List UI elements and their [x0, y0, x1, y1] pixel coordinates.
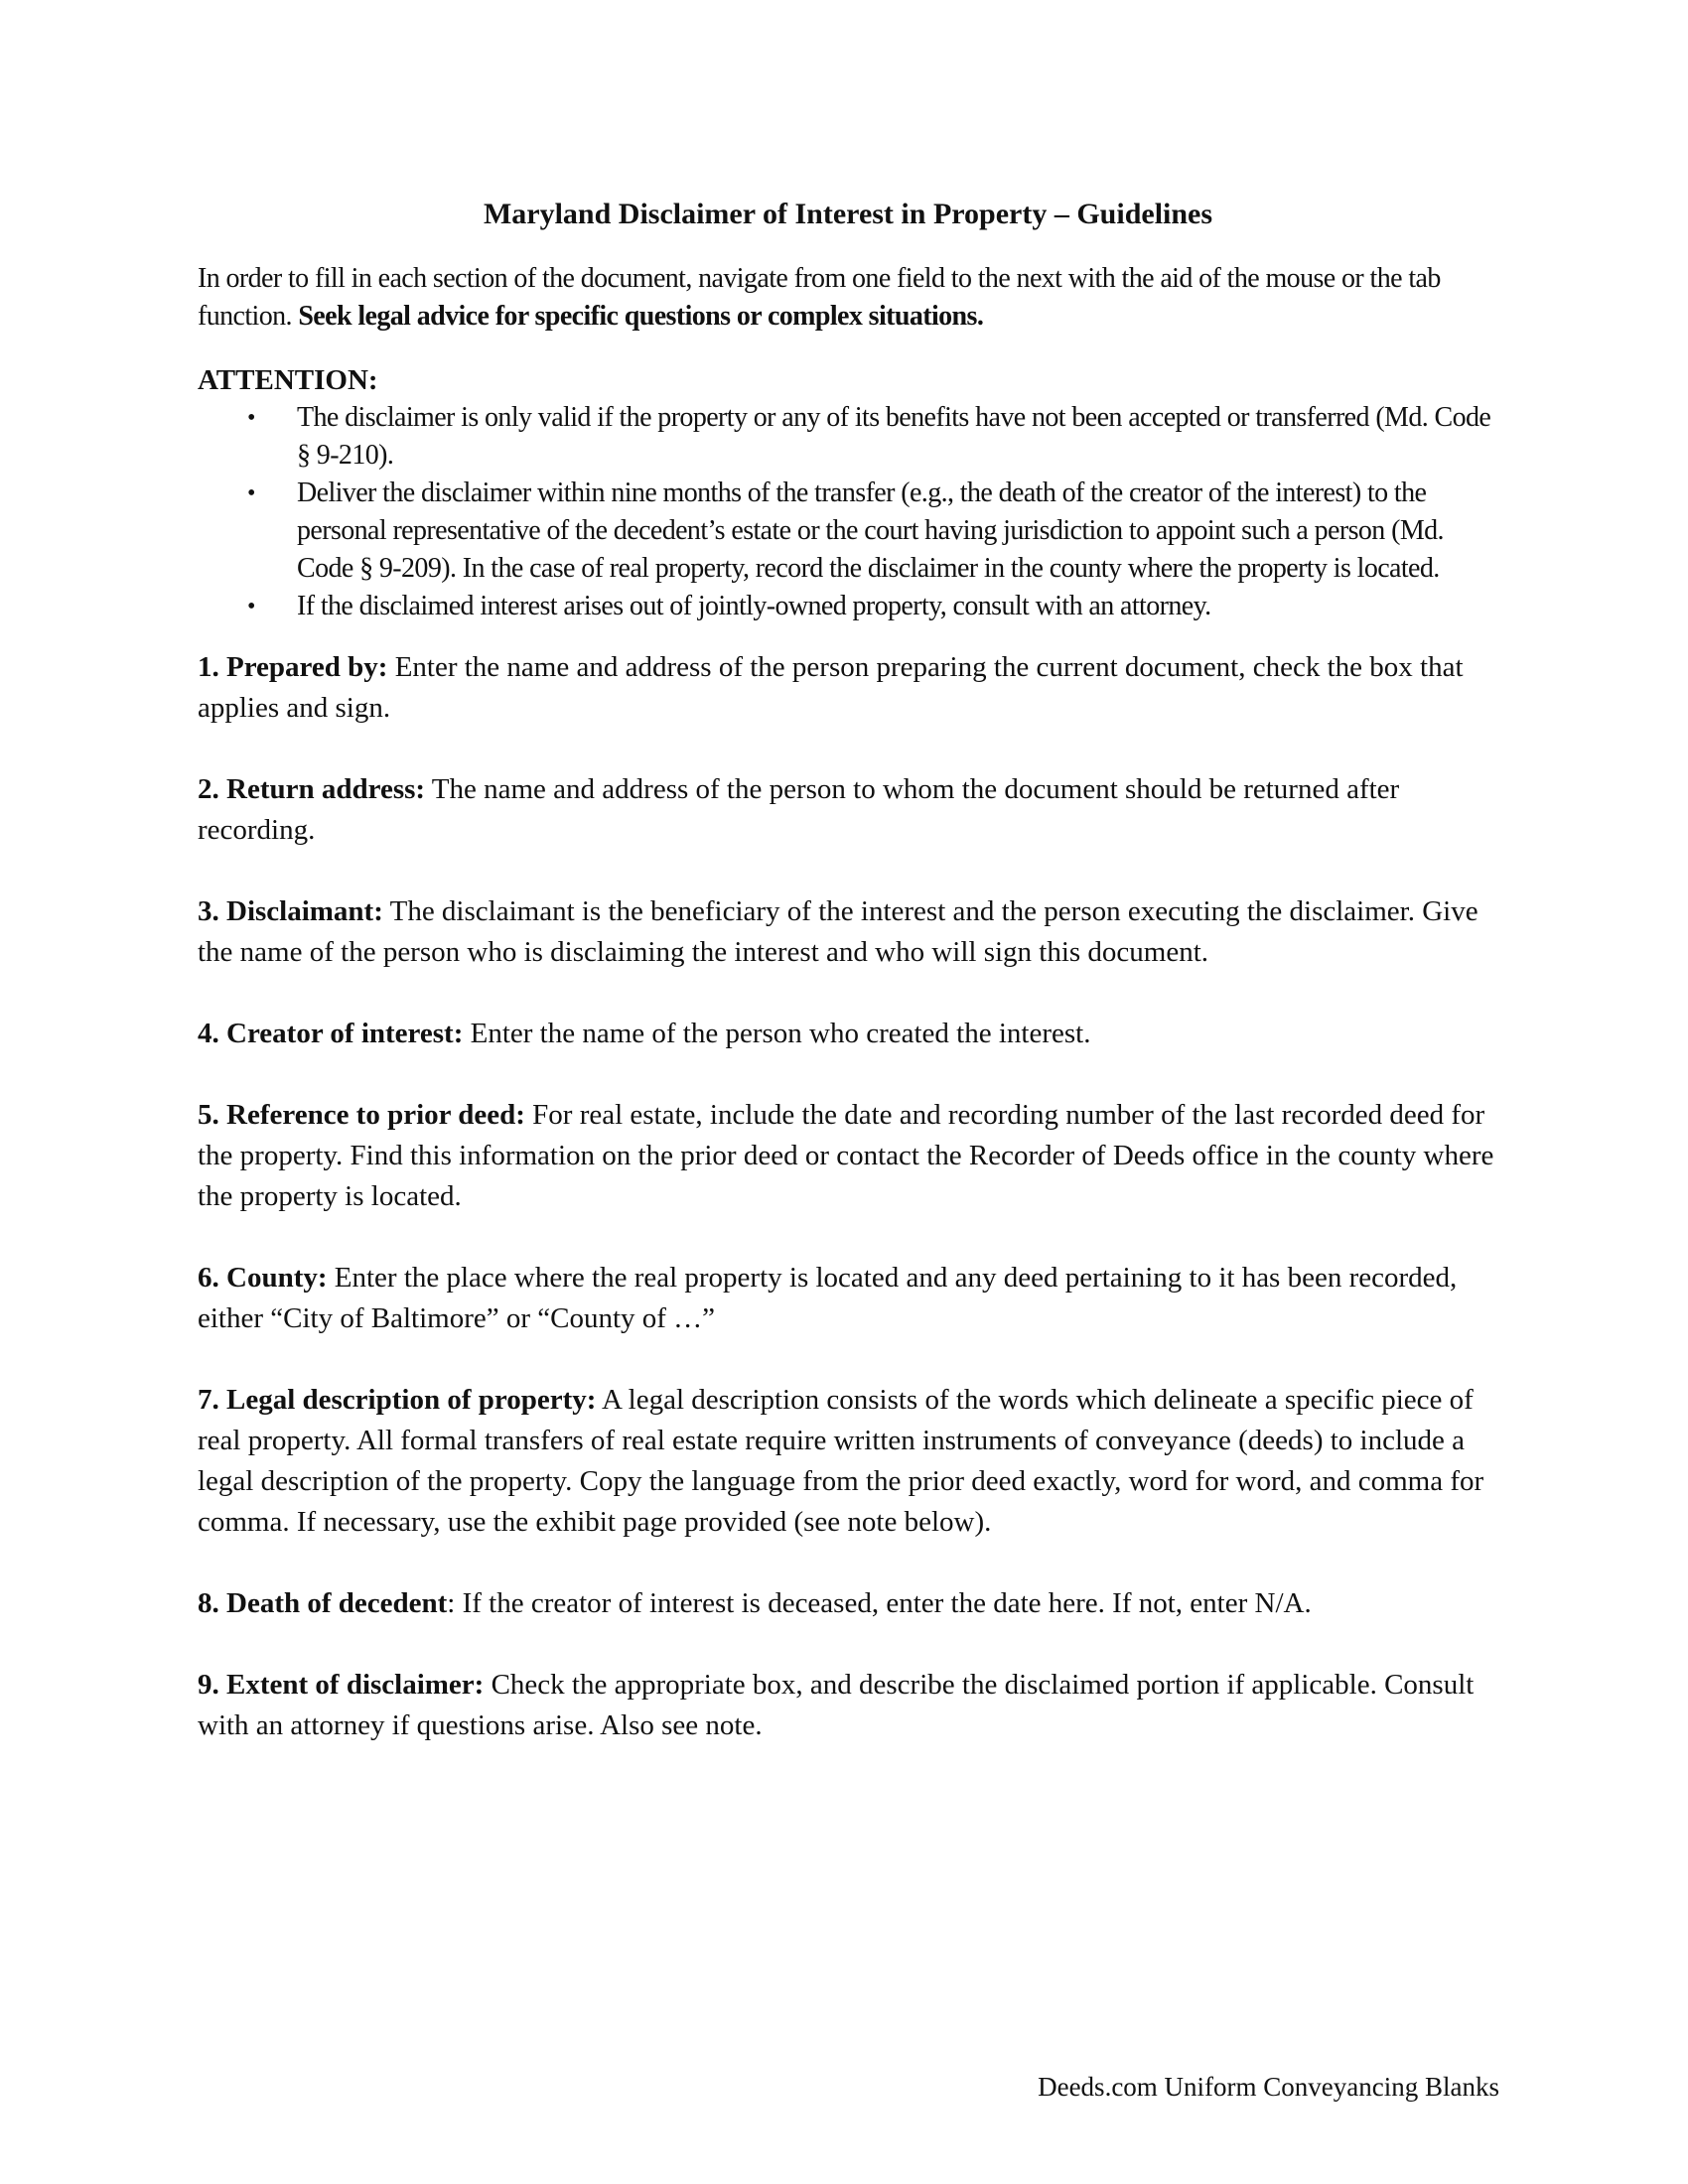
section-extent-of-disclaimer — [198, 1665, 1498, 1746]
document-page — [198, 195, 1498, 1787]
intro-text: In order to fill in each section of the document, navigate from one field to the next with the aid of the mouse or the tab function. — [198, 263, 1441, 332]
attention-item-text: Deliver the disclaimer within nine months of the transfer (e.g., the death of the creator of the interest) to the personal representative of the decedent’s estate or the court having jurisdiction to appoint such a person (Md. Code § 9-209). In the case of real property, record the disclaimer in the county where the property is located. — [297, 478, 1444, 584]
intro-legal-advice: Seek legal advice for specific questions or complex situations. — [298, 301, 984, 332]
attention-item — [198, 399, 1498, 475]
attention-item — [198, 588, 1498, 625]
section-text: The name and address of the person to whom the document should be returned after recording. — [198, 773, 1400, 846]
section-death-of-decedent — [198, 1583, 1498, 1624]
section-label: 7. Legal description of property: — [198, 1384, 597, 1416]
section-label: 3. Disclaimant: — [198, 895, 383, 927]
attention-item-text: If the disclaimed interest arises out of jointly-owned property, consult with an attorney. — [297, 591, 1211, 621]
section-text: Check the appropriate box, and describe the disclaimed portion if applicable. Consult with an attorney if questions arise. Also see note. — [198, 1669, 1475, 1741]
section-label: 5. Reference to prior deed: — [198, 1099, 525, 1131]
section-creator-of-interest — [198, 1014, 1498, 1054]
footer-text: Deeds.com Uniform Conveyancing Blanks — [1038, 2072, 1499, 2102]
section-legal-description — [198, 1380, 1498, 1543]
section-return-address — [198, 769, 1498, 851]
intro-paragraph — [198, 260, 1498, 336]
attention-item — [198, 475, 1498, 588]
section-text: For real estate, include the date and recording number of the last recorded deed for the property. Find this information on the prior deed or contact the Recorder of Deeds office in the county where the property is located. — [198, 1099, 1494, 1212]
section-label: 1. Prepared by: — [198, 651, 388, 683]
section-label: 6. County: — [198, 1262, 328, 1294]
section-text: Enter the place where the real property is located and any deed pertaining to it has been recorded, either “City of Baltimore” or “County of …” — [198, 1262, 1458, 1334]
section-disclaimant — [198, 891, 1498, 973]
attention-list — [198, 399, 1498, 625]
document-title: Maryland Disclaimer of Interest in Property – Guidelines — [483, 198, 1213, 230]
section-label: 8. Death of decedent — [198, 1587, 448, 1619]
section-label: 2. Return address: — [198, 773, 426, 805]
section-prepared-by — [198, 647, 1498, 729]
attention-item-text: The disclaimer is only valid if the property or any of its benefits have not been accepted or transferred (Md. Code § 9-210). — [297, 402, 1491, 471]
section-text: The disclaimant is the beneficiary of the interest and the person executing the disclaimer. Give the name of the person who is disclaiming the interest and who will sign this document. — [198, 895, 1478, 968]
bullet-icon: • — [247, 594, 255, 619]
section-label: 9. Extent of disclaimer: — [198, 1669, 485, 1701]
section-text: : If the creator of interest is deceased, enter the date here. If not, enter N/A. — [447, 1587, 1312, 1619]
bullet-icon: • — [247, 480, 255, 506]
section-text: A legal description consists of the words which delineate a specific piece of real property. All formal transfers of real estate require written instruments of conveyance (deeds) to include a legal description of the property. Copy the language from the prior deed exactly, word for word, and comma for comma. If necessary, use the exhibit page provided (see note below). — [198, 1384, 1484, 1538]
section-text: Enter the name of the person who created the interest. — [463, 1018, 1091, 1049]
section-prior-deed — [198, 1095, 1498, 1217]
bullet-icon: • — [247, 405, 255, 431]
section-county — [198, 1258, 1498, 1339]
attention-heading: ATTENTION: — [198, 364, 378, 396]
section-text: Enter the name and address of the person preparing the current document, check the box that applies and sign. — [198, 651, 1464, 724]
section-label: 4. Creator of interest: — [198, 1018, 464, 1049]
